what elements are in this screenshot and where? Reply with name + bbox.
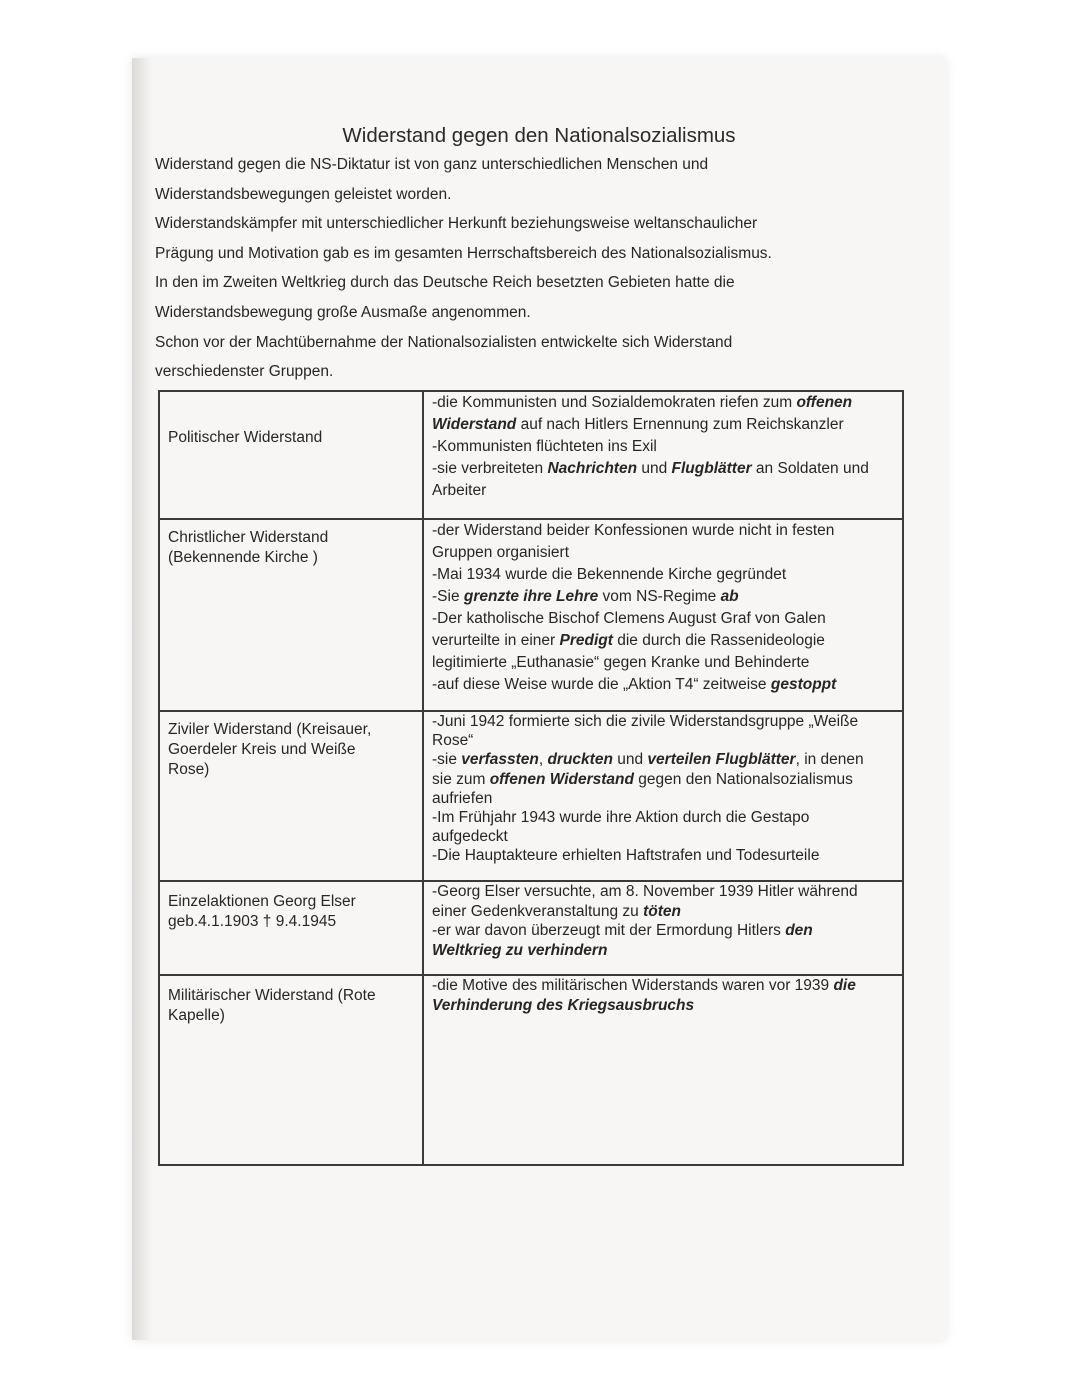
intro-line: Schon vor der Machtübernahme der Nationalsozialisten entwickelte sich Widerstand — [155, 333, 733, 351]
description-line: aufriefen — [432, 789, 493, 807]
document-title: Widerstand gegen den Nationalsozialismus — [342, 124, 736, 147]
row-label-cell — [159, 711, 423, 881]
description-line: aufgedeckt — [432, 828, 508, 846]
intro-text — [155, 150, 915, 387]
row-label-cell — [159, 391, 423, 519]
row-label: Militärischer Widerstand (Rote Kapelle) — [168, 987, 376, 1024]
description-line: -Im Frühjahr 1943 wurde ihre Aktion durch die Gestapo — [432, 809, 810, 827]
table-row-political — [159, 391, 903, 519]
table-row-military — [159, 975, 903, 1165]
row-description-cell — [423, 519, 903, 711]
intro-line: Prägung und Motivation gab es im gesamten Herrschaftsbereich des Nationalsozialismus. — [155, 244, 772, 262]
row-description-cell — [423, 975, 903, 1165]
description-line: -die Motive des militärischen Widerstands waren vor 1939 die — [432, 977, 856, 994]
description-line: -sie verfassten, druckten und verteilen Flugblätter, in denen — [432, 751, 864, 769]
description-line: Weltkrieg zu verhindern — [432, 941, 608, 959]
intro-line: Widerstandskämpfer mit unterschiedlicher Herkunft beziehungsweise weltanschaulicher — [155, 215, 758, 233]
description-line: Gruppen organisiert — [432, 544, 569, 561]
resistance-table — [158, 390, 904, 1166]
row-description-cell — [423, 881, 903, 975]
table-row-elser — [159, 881, 903, 975]
description-line: Widerstand auf nach Hitlers Ernennung zum Reichskanzler — [432, 416, 844, 433]
description-line: -sie verbreiteten Nachrichten und Flugblätter an Soldaten und — [432, 460, 869, 477]
description-line: -die Kommunisten und Sozialdemokraten riefen zum offenen — [432, 394, 853, 411]
intro-line: In den im Zweiten Weltkrieg durch das Deutsche Reich besetzten Gebieten hatte die — [155, 274, 735, 292]
row-label-cell — [159, 975, 423, 1165]
description-line: -Der katholische Bischof Clemens August Graf von Galen — [432, 610, 826, 627]
row-label: Christlicher Widerstand (Bekennende Kirche ) — [168, 529, 329, 566]
description-line: sie zum offenen Widerstand gegen den Nationalsozialismus — [432, 770, 853, 788]
description-line: -Kommunisten flüchteten ins Exil — [432, 438, 657, 455]
description-line: -Mai 1934 wurde die Bekennende Kirche gegründet — [432, 566, 787, 583]
description-line: Arbeiter — [432, 482, 487, 499]
description-line: -der Widerstand beider Konfessionen wurde nicht in festen — [432, 522, 835, 539]
description-line: Verhinderung des Kriegsausbruchs — [432, 996, 695, 1014]
description-line: -auf diese Weise wurde die „Aktion T4“ zeitweise gestoppt — [432, 676, 837, 693]
description-line: verurteilte in einer Predigt die durch die Rassenideologie — [432, 632, 825, 649]
description-line: -er war davon überzeugt mit der Ermordung Hitlers den — [432, 922, 813, 939]
row-description-cell — [423, 711, 903, 881]
intro-line: Widerstandsbewegungen geleistet worden. — [155, 185, 452, 203]
description-line: -Sie grenzte ihre Lehre vom NS-Regime ab — [432, 588, 739, 605]
description-line: -Juni 1942 formierte sich die zivile Widerstandsgruppe „Weiße — [432, 713, 859, 730]
intro-line: Widerstandsbewegung große Ausmaße angenommen. — [155, 303, 531, 321]
row-label: Politischer Widerstand — [168, 429, 323, 446]
row-label: Einzelaktionen Georg Elser geb.4.1.1903 † 9.4.1945 — [168, 893, 356, 930]
row-label: Ziviler Widerstand (Kreisauer, Goerdeler Kreis und Weiße Rose) — [168, 721, 372, 778]
row-description-cell — [423, 391, 903, 519]
row-label-cell — [159, 519, 423, 711]
paper-edge-shadow — [132, 58, 152, 1340]
description-line: Rose“ — [432, 732, 474, 750]
description-line: -Die Hauptakteure erhielten Haftstrafen und Todesurteile — [432, 847, 820, 865]
description-line: einer Gedenkveranstaltung zu töten — [432, 902, 681, 920]
description-line: -Georg Elser versuchte, am 8. November 1939 Hitler während — [432, 883, 858, 900]
intro-line: verschiedenster Gruppen. — [155, 363, 334, 381]
description-line: legitimierte „Euthanasie“ gegen Kranke und Behinderte — [432, 654, 810, 671]
intro-line: Widerstand gegen die NS-Diktatur ist von ganz unterschiedlichen Menschen und — [155, 156, 709, 173]
table-row-christian — [159, 519, 903, 711]
table-row-civil — [159, 711, 903, 881]
row-label-cell — [159, 881, 423, 975]
